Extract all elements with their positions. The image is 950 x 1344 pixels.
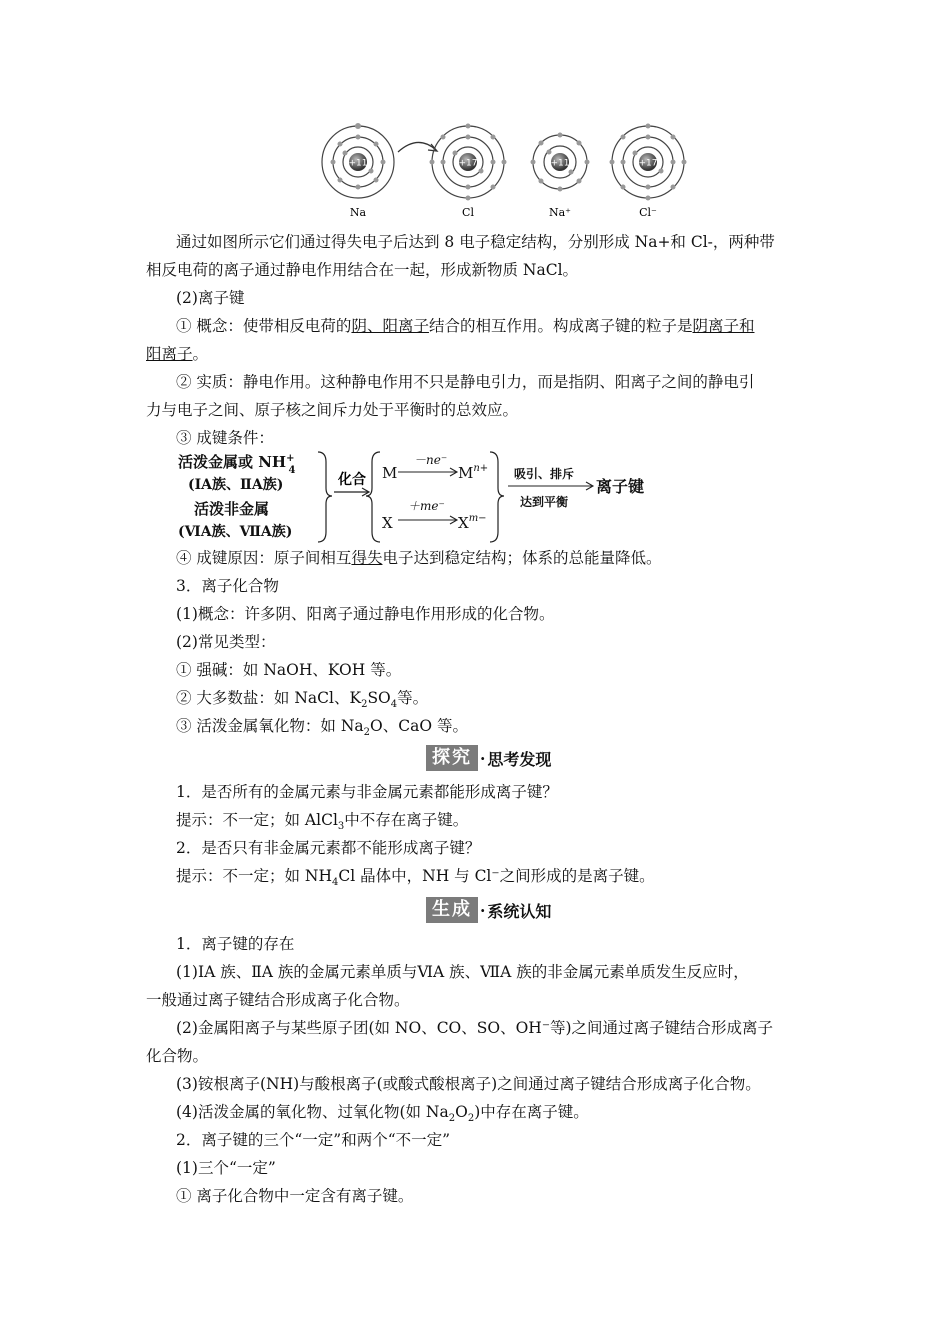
bond-gain-electrons: ＋me⁻ <box>408 499 445 513</box>
bond-reach-balance: 达到平衡 <box>520 495 569 509</box>
cl-ion <box>610 124 687 201</box>
label-cl: Cl <box>462 206 474 219</box>
na-ion-nucleus-label: +11 <box>550 158 570 169</box>
answer-line: 提示：不一定；如 $NH_4Cl$ 晶体中，NH 与 Cl⁻之间形成的是离子键。 <box>176 867 655 889</box>
cl-atom <box>430 124 507 201</box>
section-heading: 2．离子键的三个“一定”和两个“不一定” <box>176 1131 451 1149</box>
bond-metal-group: (ⅠA族、ⅡA族) <box>188 477 284 493</box>
bond-metal-label: 活泼金属或 NH+ 4 <box>178 453 296 476</box>
na-atom <box>322 123 394 198</box>
paragraph-line: 一般通过离子键结合形成离子化合物。 <box>146 991 410 1009</box>
bond-nonmetal-group: (ⅥA族、ⅦA族) <box>178 524 293 540</box>
paragraph-line: (3)铵根离子(NH)与酸根离子(或酸式酸根离子)之间通过离子键结合形成离子化合物。 <box>176 1075 761 1093</box>
label-na-ion: Na⁺ <box>549 206 571 219</box>
underlined-term: 阴离子和 <box>692 317 755 335</box>
paragraph-line: ③ 成键条件： <box>176 429 274 447</box>
paragraph-line: ① 概念：使带相反电荷的阴、阳离子结合的相互作用。构成离子键的粒子是阴离子和 <box>176 317 755 335</box>
underlined-term: 得失 <box>351 549 383 567</box>
bond-combine-label: 化合 <box>338 472 366 488</box>
paragraph-line: (1)ⅠA 族、ⅡA 族的金属元素单质与ⅥA 族、ⅦA 族的非金属元素单质发生反应时， <box>176 963 749 981</box>
section-heading: (2)离子键 <box>176 289 245 307</box>
bond-lose-electrons: －ne⁻ <box>414 453 448 467</box>
header-title: 系统认知 <box>487 901 552 921</box>
section-header-explore: 探究 · 思考发现 <box>426 745 551 771</box>
paragraph-line: ③ 活泼金属氧化物：如 $Na_2O$、CaO 等。 <box>176 717 468 739</box>
section-heading: 1．离子键的存在 <box>176 935 295 953</box>
paragraph-line: (2)常见类型： <box>176 633 276 651</box>
paragraph-line: (4)活泼金属的氧化物、过氧化物(如 $Na_2O_2$)中存在离子键。 <box>176 1103 589 1125</box>
label-cl-ion: Cl⁻ <box>639 206 657 219</box>
bond-nonmetal-symbol: X <box>382 514 393 532</box>
paragraph-line: 阳离子。 <box>146 345 209 363</box>
paragraph-line: ② 大多数盐：如 NaCl、$K_2SO_4$等。 <box>176 689 429 711</box>
header-badge: 探究 <box>426 745 478 771</box>
paragraph-line: ① 离子化合物中一定含有离子键。 <box>176 1187 414 1205</box>
label-na: Na <box>349 206 367 219</box>
section-header-generate: 生成 · 系统认知 <box>426 897 551 923</box>
bond-nonmetal-ion: $X^{m-}$ <box>458 513 487 532</box>
atom-structure-figure <box>318 120 698 225</box>
paragraph-line: ② 实质：静电作用。这种静电作用不只是静电引力，而是指阴、阳离子之间的静电引 <box>176 373 755 391</box>
underlined-term: 阳离子 <box>146 345 193 363</box>
section-heading: 3．离子化合物 <box>176 577 279 595</box>
ionic-bond-diagram <box>172 448 662 546</box>
paragraph-line: 通过如图所示它们通过得失电子后达到 8 电子稳定结构，分别形成 Na+和 Cl-，两种带 <box>176 233 775 251</box>
paragraph-line: 化合物。 <box>146 1047 209 1065</box>
paragraph-line: ④ 成键原因：原子间相互得失电子达到稳定结构；体系的总能量降低。 <box>176 549 662 567</box>
cl-nucleus-label: +17 <box>458 158 478 169</box>
answer-line: 提示：不一定；如 AlCl$_3$中不存在离子键。 <box>176 811 469 833</box>
paragraph-line: 相反电荷的离子通过静电作用结合在一起，形成新物质 NaCl。 <box>146 261 579 279</box>
header-badge: 生成 <box>426 897 478 923</box>
na-ion <box>531 133 590 192</box>
underlined-term: 阴、阳离子 <box>351 317 429 335</box>
question-line: 2．是否只有非金属元素都不能形成离子键？ <box>176 839 481 857</box>
paragraph-line: (1)三个“一定” <box>176 1159 276 1177</box>
paragraph-line: 力与电子之间、原子核之间斥力处于平衡时的总效应。 <box>146 401 519 419</box>
paragraph-line: ① 强碱：如 NaOH、KOH 等。 <box>176 661 402 679</box>
cl-ion-nucleus-label: +17 <box>638 158 658 169</box>
na-nucleus-label: +11 <box>348 158 368 169</box>
question-line: 1．是否所有的金属元素与非金属元素都能形成离子键？ <box>176 783 558 801</box>
bond-attract-repel: 吸引、排斥 <box>514 467 575 481</box>
paragraph-line: (2)金属阳离子与某些原子团(如 NO、CO、SO、OH⁻等)之间通过离子键结合形成离子 <box>176 1019 774 1037</box>
bond-metal-ion: $M^{n+}$ <box>458 463 489 482</box>
bond-result: 离子键 <box>596 477 645 496</box>
header-title: 思考发现 <box>487 749 552 769</box>
bond-nonmetal-label: 活泼非金属 <box>194 500 270 518</box>
paragraph-line: (1)概念：许多阴、阳离子通过静电作用形成的化合物。 <box>176 605 555 623</box>
bond-metal-symbol: M <box>382 464 398 482</box>
